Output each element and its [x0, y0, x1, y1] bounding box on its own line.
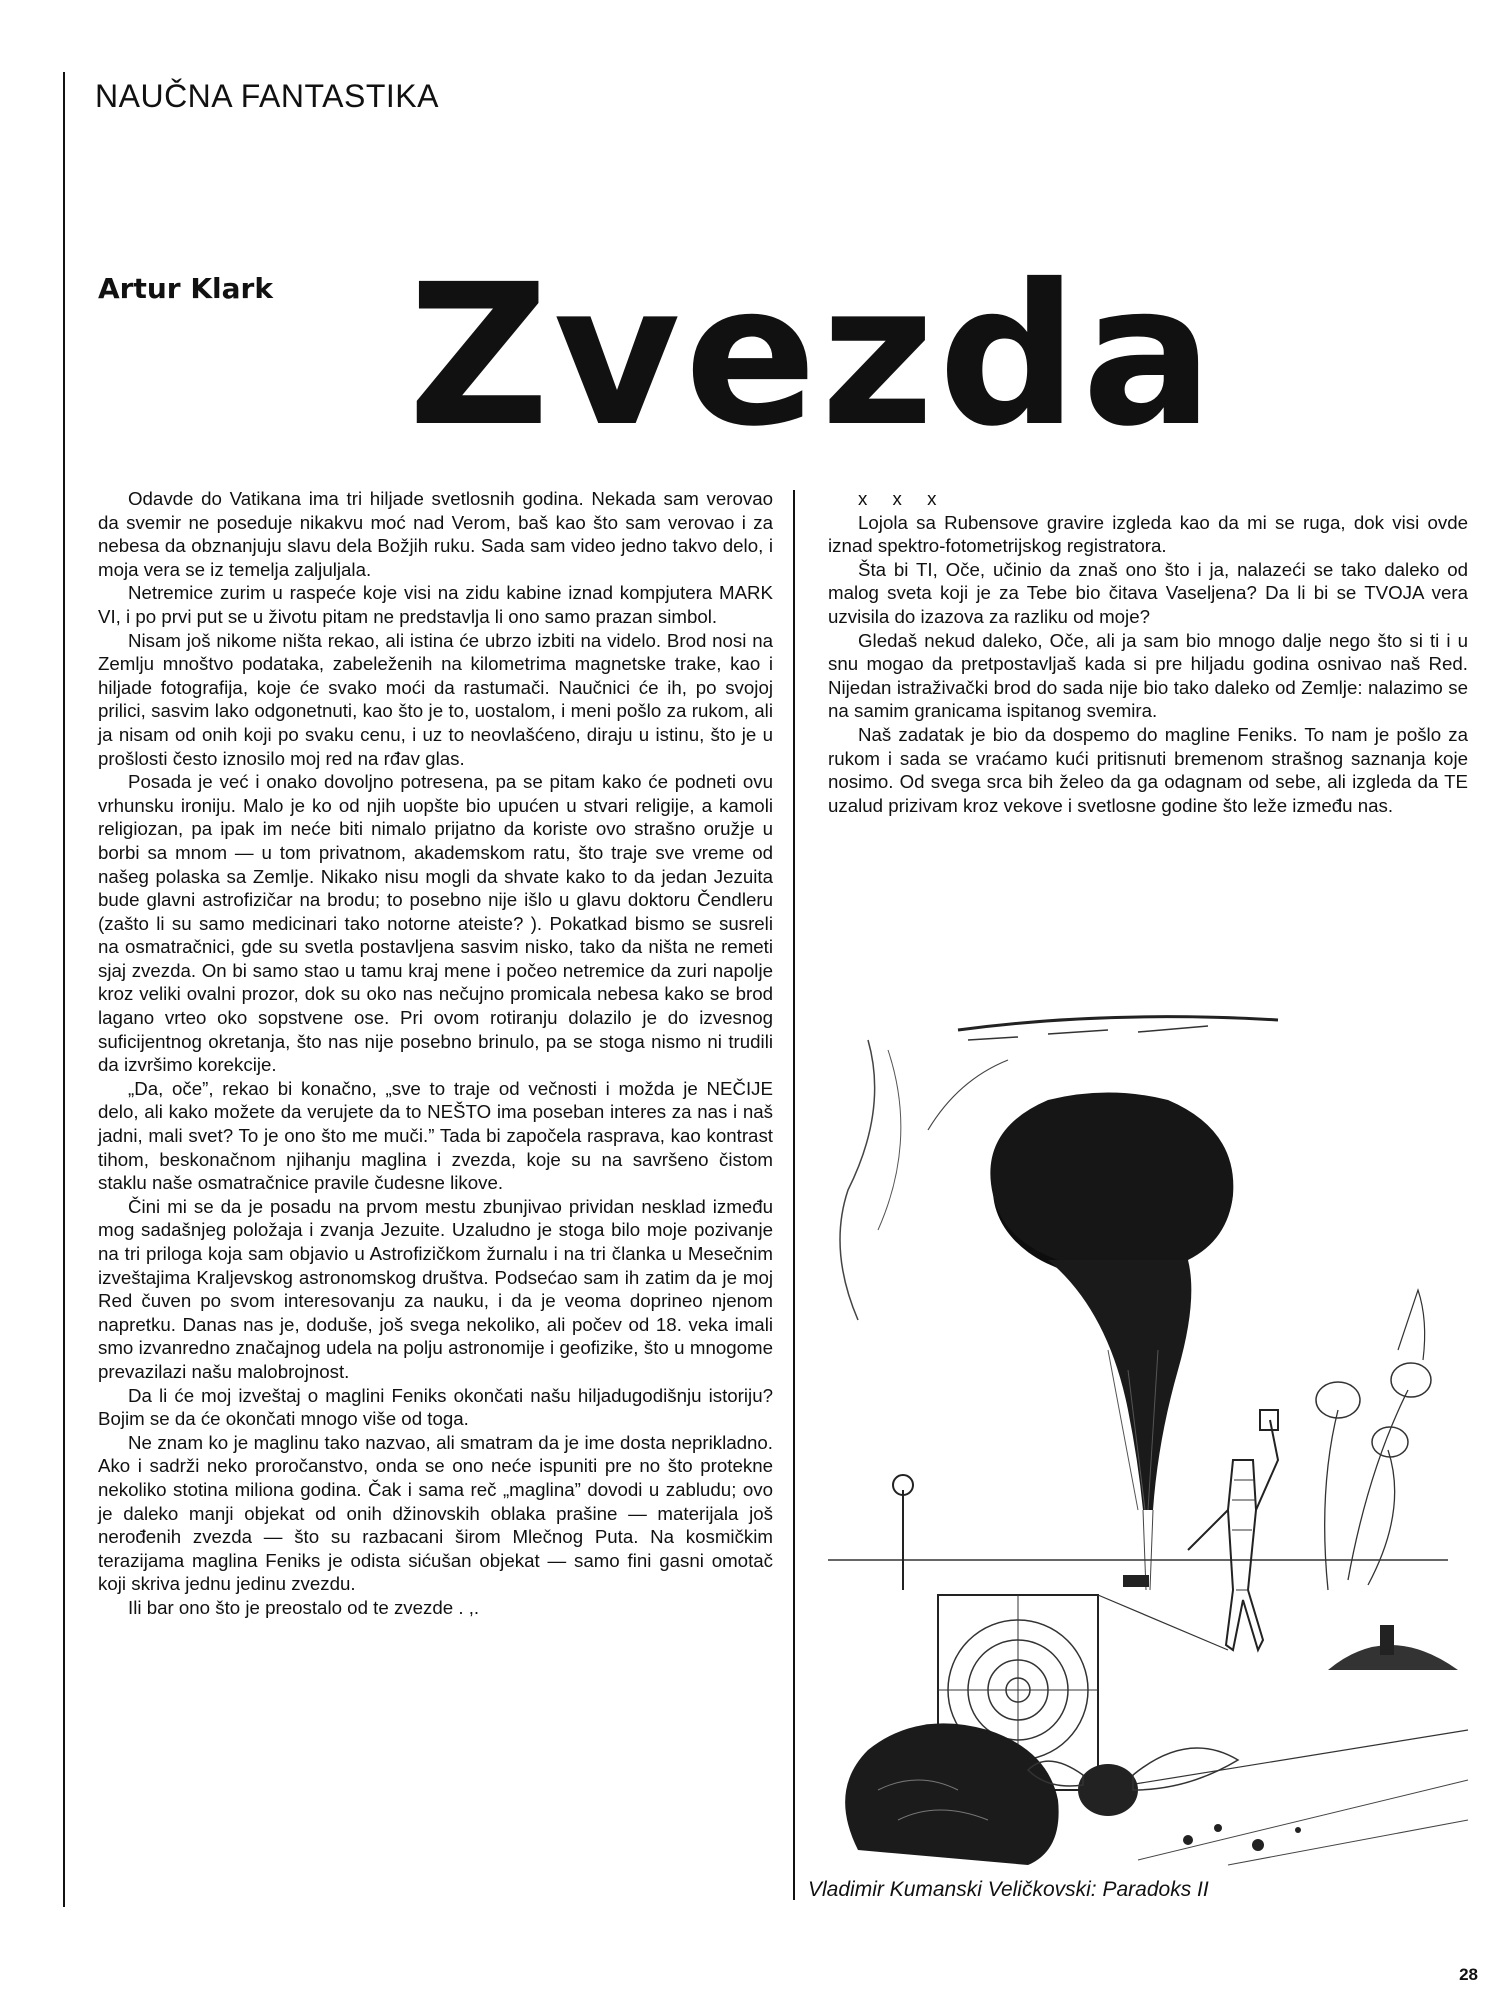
section-heading: NAUČNA FANTASTIKA: [95, 78, 439, 114]
article-title: Zvezda: [408, 242, 1218, 469]
section-separator: x x x: [858, 488, 947, 509]
paragraph: Nisam još nikome ništa rekao, ali istina će ubrzo izbiti na videlo. Brod nosi na Zemlju mnoštvo podataka, zabeleženih na kilometrima magnetske trake, kao i hiljade fotografija, koje će svako moći da rastumači. Naučnici će ih, po svojoj prilici, sasvim lako odgonetnuti, kao što je to, uostalom, i meni pošlo za rukom, ali ja nisam od onih koji po svaku cenu, i uz to neovlašćeno, diraju u istinu, što je u prošlosti često iznosilo moj red na rđav glas.: [98, 629, 773, 769]
paragraph: Posada je već i onako dovoljno potresena, pa se pitam kako će podneti ovu vrhunsku ironiju. Malo je ko od njih uopšte bio upućen u stvari religije, a kamoli religiozan, pa ipak im neće biti nimalo prijatno da koriste ovo strašno oružje u borbi sa mnom — u tom privatnom, akademskom ratu, što traje sve vreme od našeg polaska sa Zemlje. Nikako nisu mogli da shvate kako to da jedan Jezuita bude glavni astrofizičar na brodu; to posebno nije išlo u glavu doktoru Čendleru (zašto li su samo medicinari tako notorne ateiste? ). Pokatkad bismo se susreli na osmatračnici, gde su svetla postavljena sasvim nisko, tako da ništa ne remeti sjaj zvezda. On bi samo stao u tamu kraj mene i počeo netremice da zuri napolje kroz veliki ovalni prozor, dok su oko nas nečujno promicala nebesa kako se brod lagano vrteo oko sopstvene ose. Pri ovom rotiranju dolazilo je do izvesnog suficijentnog okretanja, što nas nije posebno brinulo, pa se stoga nismo ni trudili da izvršimo korekcije.: [98, 771, 773, 1076]
paragraph: Odavde do Vatikana ima tri hiljade svetlosnih godina. Nekada sam verovao da svemir ne poseduje nikakvu moć nad Verom, baš kao što sam verovao i za nebesa da obznanjuju slavu dela Božjih ruku. Sada sam video jedno takvo delo, i moja vera se iz temelja zaljuljala.: [98, 488, 773, 580]
page-number: 28: [1459, 1965, 1478, 1984]
paragraph: Ili bar ono što je preostalo od te zvezde . ,.: [128, 1596, 480, 1618]
paragraph: Šta bi TI, Oče, učinio da znaš ono što i ja, nalazeći se tako daleko od malog sveta koji je za Tebe bio čitava Vaseljena? Da li bi se TVOJA vera uzvisila do izazova za razliku od moje?: [828, 558, 1468, 627]
illustration-paradoks: [808, 990, 1473, 1870]
paragraph: Da li će moj izveštaj o maglini Feniks okončati našu hiljadugodišnju istoriju? Bojim se da će okončati mnogo više od toga.: [98, 1384, 773, 1430]
illustration-caption: Vladimir Kumanski Veličkovski: Paradoks II: [808, 1878, 1209, 1901]
left-margin-rule: [63, 72, 65, 1907]
column-divider: [793, 490, 795, 1900]
right-text-column: [828, 487, 1468, 817]
paragraph: Gledaš nekud daleko, Oče, ali ja sam bio mnogo dalje nego što si ti i u snu mogao da pretpostavljaš kada si pre hiljadu godina osnivao naš Red. Nijedan istraživački brod do sada nije bio tako daleko od Zemlje: nalazimo se na samim granicama ispitanog svemira.: [828, 629, 1468, 722]
paragraph: „Da, oče”, rekao bi konačno, „sve to traje od večnosti i možda je NEČIJE delo, ali kako možete da verujete da to NEŠTO ima poseban interes za nas i naš jadni, mali svet? To je ono što me muči.” Tada bi započela rasprava, kao kontrast tihom, beskonačnom njihanju maglina i zvezda, koje su na savršeno čistom staklu naše osmatračnice pravile čudesne likove.: [98, 1077, 773, 1194]
paragraph: Naš zadatak je bio da dospemo do magline Feniks. To nam je pošlo za rukom i sada se vraćamo kući pritisnuti bremenom strašnog saznanja koje nosimo. Od svega srca bih želeo da ga odagnam od sebe, ali izgleda da TE uzalud prizivam kroz vekove i svetlosne godine što leže između nas.: [828, 723, 1468, 816]
paragraph: Ne znam ko je maglinu tako nazvao, ali smatram da je ime dosta neprikladno. Ako i sadrži neko proročanstvo, onda se ono neće ispuniti pre no što protekne nekoliko stotina miliona godina. Čak i sama reč „maglina” dovodi u zabludu; ovo je daleko manji objekat od onih džinovskih oblaka prašine — materijala još nerođenih zvezda — što su razbacani širom Mlečnog Puta. Na kosmičkim terazijama maglina Feniks je odista sićušan objekat — samo fini gasni omotač koji skriva jednu jedinu zvezdu.: [98, 1431, 773, 1595]
author-name: Artur Klark: [98, 272, 273, 305]
paragraph: Netremice zurim u raspeće koje visi na zidu kabine iznad kompjutera MARK VI, i po prvi put se u životu pitam ne predstavlja li ono samo prazan simbol.: [98, 582, 773, 627]
paragraph: Čini mi se da je posadu na prvom mestu zbunjivao prividan nesklad između mog sadašnjeg položaja i zvanja Jezuite. Uzaludno je stoga bilo moje pozivanje na tri priloga koja sam objavio u Astrofizičkom žurnalu i na tri članka u Mesečnim izveštajima Kraljevskog astronomskog društva. Podsećao sam ih zatim da je moj Red čuven po svom interesovanju za nauku, i da je veoma doprineo njenom napretku. Danas nas je, doduše, još svega nekoliko, ali počev od 18. veka imali smo izvanredno značajnog udela na polju astronomije i geofizike, što u mnogome prevazilazi našu malobrojnost.: [98, 1195, 773, 1382]
left-text-column: [98, 487, 773, 1620]
paragraph: Lojola sa Rubensove gravire izgleda kao da mi se ruga, dok visi ovde iznad spektro-fotometrijskog registratora.: [828, 511, 1468, 557]
